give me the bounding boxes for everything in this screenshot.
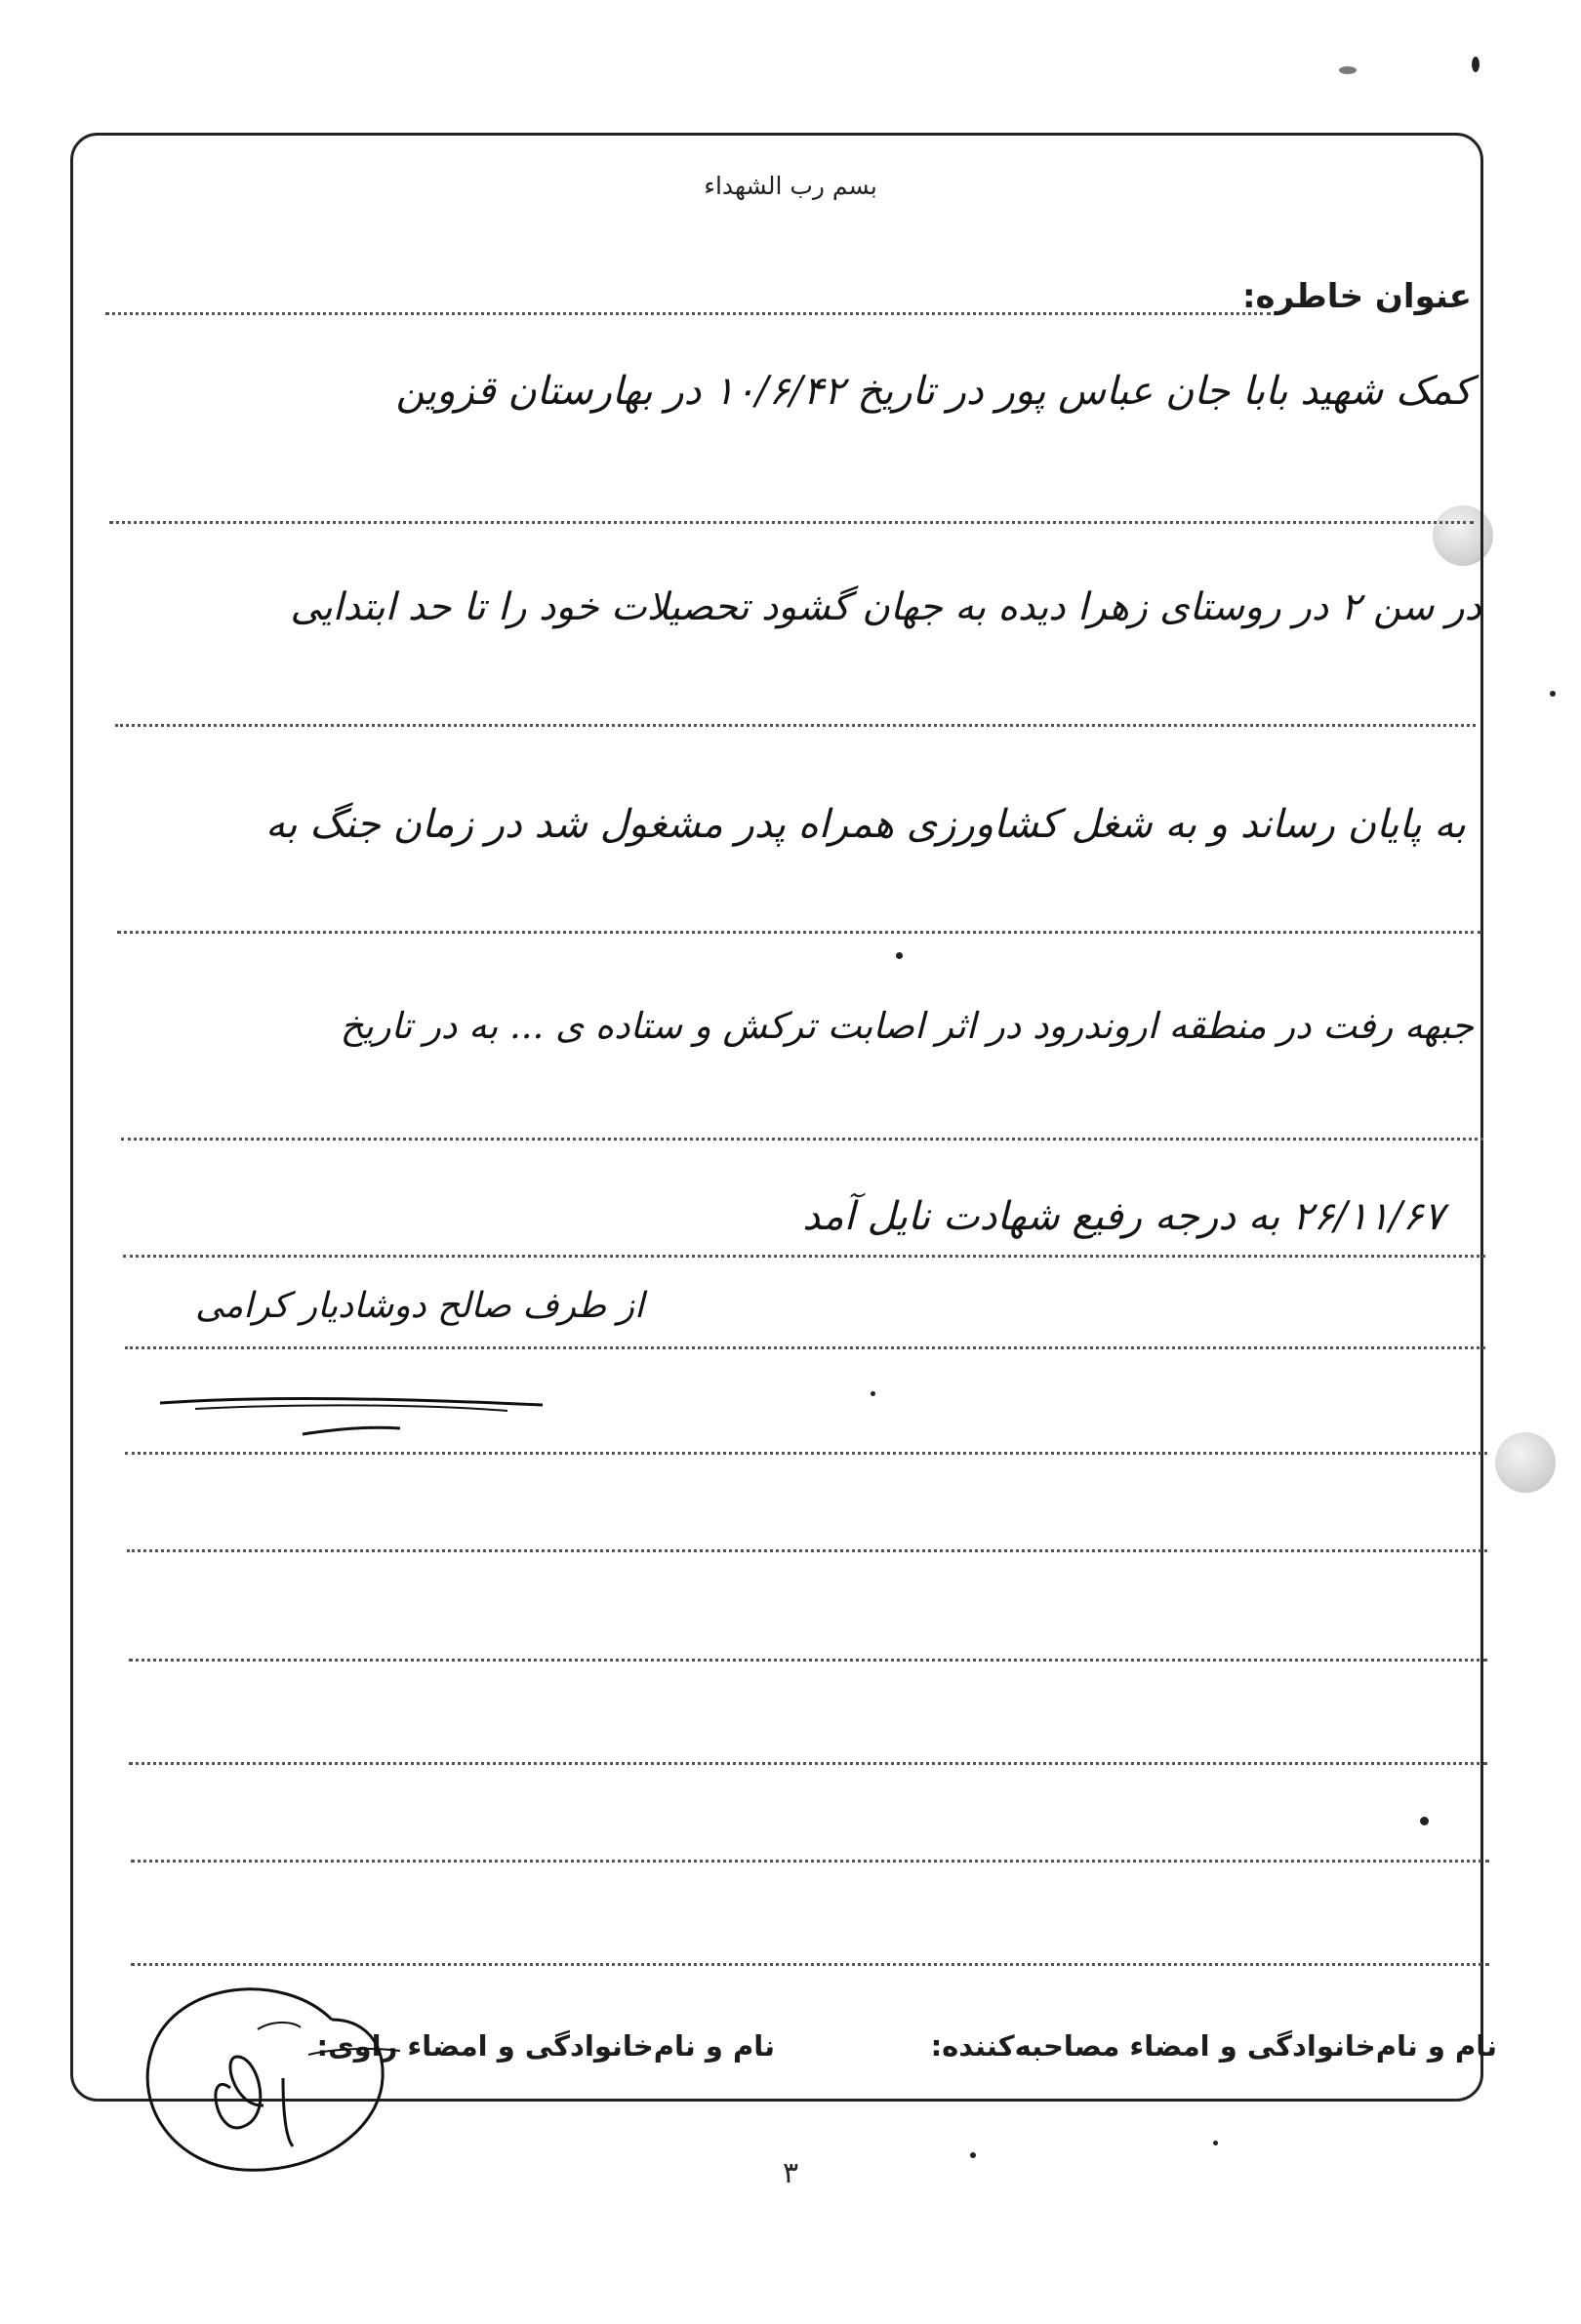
form-frame <box>70 133 1483 2102</box>
page-header: بسم رب الشهداء <box>704 172 877 200</box>
narrator-signature <box>137 1961 410 2185</box>
punch-hole-bottom <box>1495 1432 1556 1493</box>
memoir-line-5: ۲۶/۱۱/۶۷ به درجه رفیع شهادت نایل آمد <box>802 1194 1444 1239</box>
ruled-line <box>129 1659 1487 1662</box>
ruled-line <box>123 1255 1485 1258</box>
memoir-line-4: جبهه رفت در منطقه اروندرود در اثر اصابت ترکش و ستاده ی ... به در تاریخ <box>340 1005 1474 1047</box>
ruled-line <box>125 1346 1485 1349</box>
memoir-line-1: کمک شهید بابا جان عباس پور در تاریخ ۱۰/۶/۴۲ در بهارستان قزوین <box>395 369 1472 414</box>
ruled-line <box>125 1452 1487 1455</box>
ink-speck <box>1472 57 1480 72</box>
interviewer-signature-label: نام و نام‌خانوادگی و امضاء مصاحبه‌کننده: <box>930 2029 1497 2063</box>
ruled-line <box>129 1762 1487 1765</box>
ruled-line <box>117 931 1481 934</box>
ruled-line <box>121 1138 1483 1141</box>
memoir-line-3: به پایان رساند و به شغل کشاورزی همراه پدر مشغول شد در زمان جنگ به <box>265 802 1466 847</box>
ruled-line <box>127 1549 1487 1552</box>
memoir-title-label: عنوان خاطره: <box>1241 277 1472 316</box>
ruled-line <box>115 724 1476 727</box>
ink-speck <box>1550 691 1556 697</box>
memoir-closing: از طرف صالح دوشادیار کرامی <box>195 1286 644 1326</box>
closing-underline <box>156 1385 556 1444</box>
title-dotted-line <box>105 312 1271 315</box>
narrator-signature-label: نام و نام‌خانوادگی و امضاء راوی: <box>316 2029 775 2063</box>
ink-speck <box>1339 66 1357 74</box>
ruled-line <box>131 1860 1489 1863</box>
page-number: ۳ <box>782 2156 799 2190</box>
ink-speck <box>1213 2141 1218 2145</box>
memoir-line-2: در سن ۲ در روستای زهرا دیده به جهان گشود تحصیلات خود را تا حد ابتدایی <box>290 585 1481 629</box>
ruled-line <box>109 521 1474 524</box>
